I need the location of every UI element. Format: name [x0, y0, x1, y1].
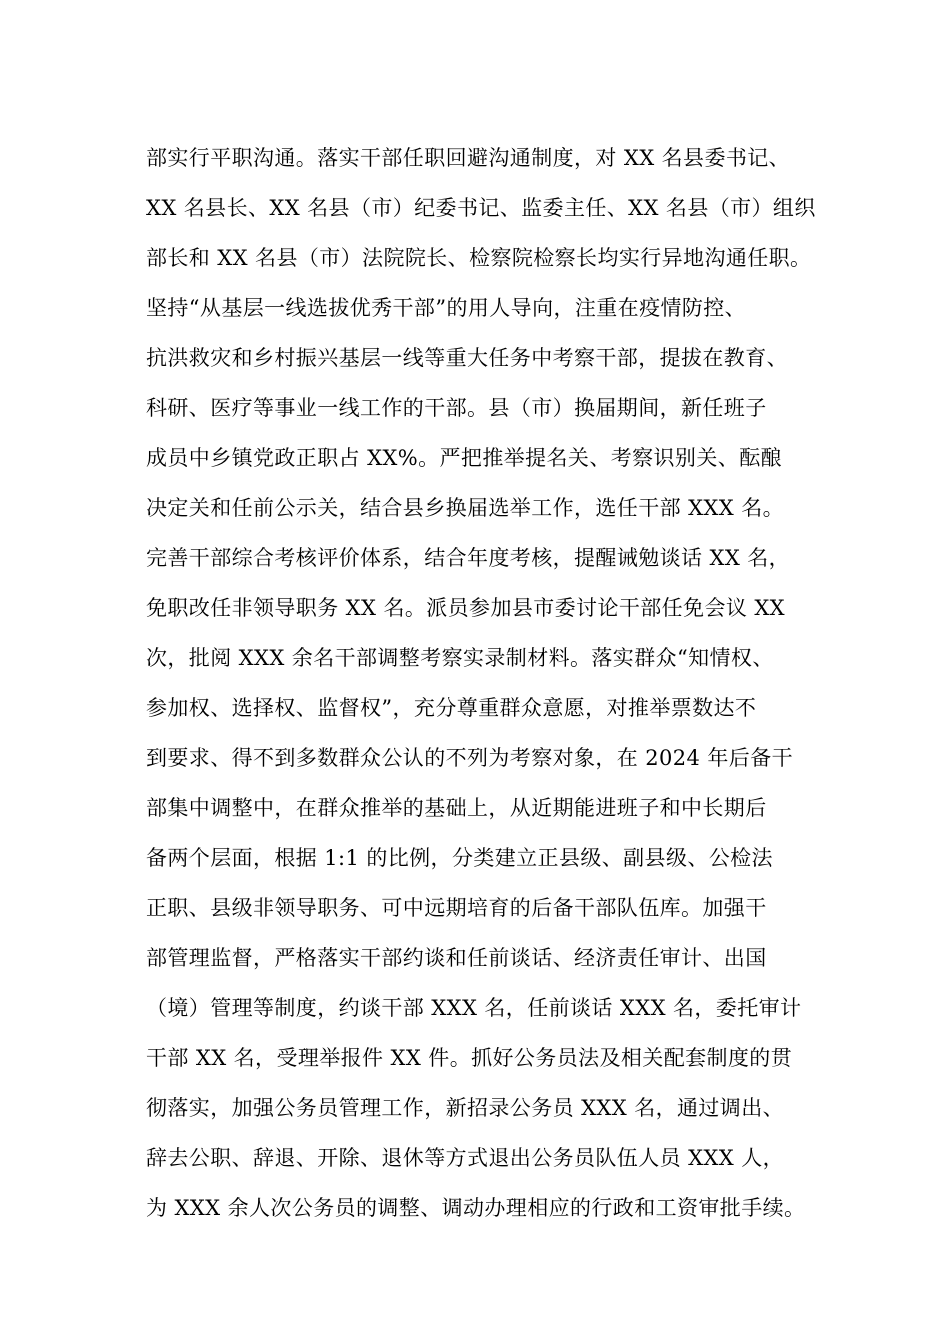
text-line: 为 XXX 余人次公务员的调整、调动办理相应的行政和工资审批手续。 [146, 1196, 806, 1220]
text-line: 干部 XX 名，受理举报件 XX 件。抓好公务员法及相关配套制度的贯 [146, 1046, 793, 1070]
text-line: 备两个层面，根据 1:1 的比例，分类建立正县级、副县级、公检法 [146, 846, 773, 870]
text-line: 到要求、得不到多数群众公认的不列为考察对象，在 2024 年后备干 [146, 746, 793, 770]
text-line: 部实行平职沟通。落实干部任职回避沟通制度，对 XX 名县委书记、 [146, 146, 791, 170]
text-line: 科研、医疗等事业一线工作的干部。县（市）换届期间，新任班子 [146, 396, 767, 420]
text-line: 成员中乡镇党政正职占 XX%。严把推举提名关、考察识别关、酝酿 [146, 446, 782, 470]
text-line: 免职改任非领导职务 XX 名。派员参加县市委讨论干部任免会议 XX [146, 596, 786, 620]
text-line: 坚持“从基层一线选拔优秀干部”的用人导向，注重在疫情防控、 [146, 296, 747, 320]
text-line: XX 名县长、XX 名县（市）纪委书记、监委主任、XX 名县（市）组织 [146, 196, 816, 220]
text-line: （境）管理等制度，约谈干部 XXX 名，任前谈话 XXX 名，委托审计 [146, 996, 802, 1020]
text-line: 完善干部综合考核评价体系，结合年度考核，提醒诫勉谈话 XX 名， [146, 546, 791, 570]
body-paragraph [146, 133, 836, 1233]
text-line: 正职、县级非领导职务、可中远期培育的后备干部队伍库。加强干 [146, 896, 767, 920]
text-line: 次，批阅 XXX 余名干部调整考察实录制材料。落实群众“知情权、 [146, 646, 774, 670]
text-line: 部管理监督，严格落实干部约谈和任前谈话、经济责任审计、出国 [146, 946, 767, 970]
text-line: 部集中调整中，在群众推举的基础上，从近期能进班子和中长期后 [146, 796, 767, 820]
text-line: 部长和 XX 名县（市）法院院长、检察院检察长均实行异地沟通任职。 [146, 246, 812, 270]
text-line: 彻落实，加强公务员管理工作，新招录公务员 XXX 名，通过调出、 [146, 1096, 784, 1120]
text-line: 辞去公职、辞退、开除、退休等方式退出公务员队伍人员 XXX 人， [146, 1146, 784, 1170]
text-line: 抗洪救灾和乡村振兴基层一线等重大任务中考察干部，提拔在教育、 [146, 346, 788, 370]
text-line: 参加权、选择权、监督权”，充分尊重群众意愿，对推举票数达不 [146, 696, 757, 720]
text-line: 决定关和任前公示关，结合县乡换届选举工作，选任干部 XXX 名。 [146, 496, 784, 520]
